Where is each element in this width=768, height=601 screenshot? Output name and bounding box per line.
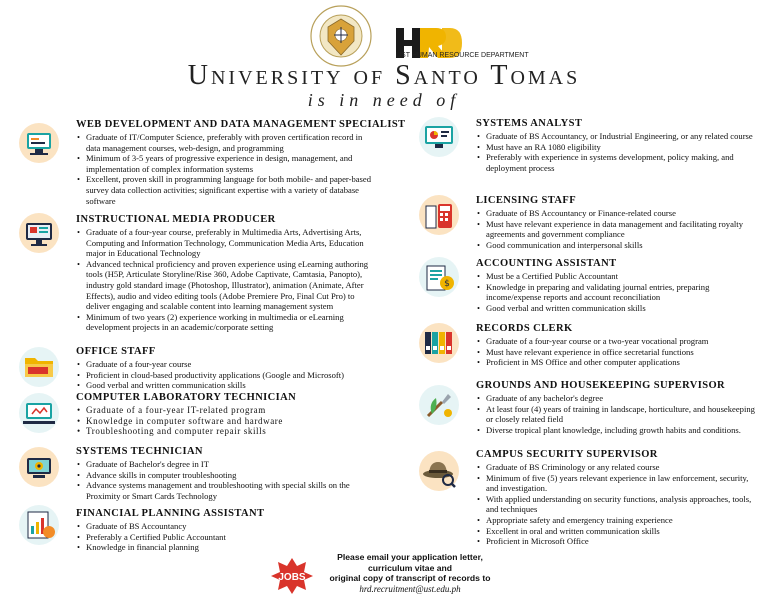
web-development-icon bbox=[18, 122, 60, 164]
job-security-supervisor bbox=[476, 449, 761, 547]
job-accounting-assistant bbox=[476, 258, 761, 313]
requirement: • Graduate of IT/Computer Science, preferably with proven certification record in data management courses, web-design, and programming bbox=[76, 132, 371, 153]
instruction-line: Please email your application letter, bbox=[337, 552, 483, 562]
job-title: INSTRUCTIONAL MEDIA PRODUCER bbox=[76, 214, 276, 225]
job-title: ACCOUNTING ASSISTANT bbox=[476, 258, 617, 269]
gardening-icon bbox=[418, 384, 460, 426]
media-producer-icon bbox=[18, 212, 60, 254]
folder-icon bbox=[18, 346, 60, 388]
job-office-staff bbox=[76, 346, 376, 391]
job-financial-planning bbox=[76, 508, 376, 553]
requirement: • With applied understanding on security functions, analysis approaches, tools, and techniques bbox=[476, 494, 761, 515]
job-systems-technician bbox=[76, 446, 376, 501]
job-title: SYSTEMS TECHNICIAN bbox=[76, 446, 203, 457]
requirement: • Advanced technical proficiency and proven experience using eLearning authoring tools (H5P, Articulate Storyline/Rise 360, Adobe Captivate, Camtasia, Panopto), industry gold standard image (Photoshop, Illustrator), animation (Animate, After Effects), audio and video editing tools (Adobe Premiere Pro, Final Cut Pro) to deliver engaging and scalable content into learning management system bbox=[76, 259, 371, 312]
requirement: • Must have relevant experience in office secretarial functions bbox=[476, 347, 761, 358]
job-records-clerk bbox=[476, 323, 761, 368]
requirement: • Must be a Certified Public Accountant bbox=[476, 271, 761, 282]
job-title: WEB DEVELOPMENT AND DATA MANAGEMENT SPECIALIST bbox=[76, 119, 406, 130]
requirement: • Graduate of Bachelor's degree in IT bbox=[76, 459, 376, 470]
hrd-subtitle: UST HUMAN RESOURCE DEPARTMENT bbox=[396, 52, 529, 59]
requirement: • Graduate of a four-year IT-related program bbox=[76, 405, 376, 416]
requirement: • Graduate of a four-year course or a two-year vocational program bbox=[476, 336, 761, 347]
calculator-icon bbox=[418, 194, 460, 236]
requirement: • Diverse tropical plant knowledge, including growth habits and conditions. bbox=[476, 425, 761, 436]
requirement: • Good communication and interpersonal skills bbox=[476, 240, 761, 251]
binders-icon bbox=[418, 322, 460, 364]
requirement: • Troubleshooting and computer repair skills bbox=[76, 426, 376, 437]
requirement: • Graduate of BS Accountancy, or Industrial Engineering, or any related course bbox=[476, 131, 761, 142]
requirement: • Must have an RA 1080 eligibility bbox=[476, 142, 761, 153]
systems-gear-icon bbox=[18, 446, 60, 488]
requirement: • Excellent in oral and written communication skills bbox=[476, 526, 761, 537]
instruction-line: curriculum vitae and bbox=[367, 562, 453, 573]
detective-hat-icon bbox=[418, 450, 460, 492]
laboratory-computer-icon bbox=[18, 392, 60, 434]
requirement: • Knowledge in computer software and hardware bbox=[76, 416, 376, 427]
accounting-icon bbox=[418, 256, 460, 298]
job-instructional-media bbox=[76, 214, 371, 333]
svg-text:$: $ bbox=[444, 279, 450, 289]
job-title: LICENSING STAFF bbox=[476, 195, 577, 206]
requirement: • Advance skills in computer troubleshooting bbox=[76, 470, 376, 481]
job-lab-technician bbox=[76, 392, 376, 437]
requirement: • Good verbal and written communication skills bbox=[476, 303, 761, 314]
job-grounds-supervisor bbox=[476, 380, 761, 435]
job-title: GROUNDS AND HOUSEKEEPING SUPERVISOR bbox=[476, 380, 726, 391]
financial-chart-icon bbox=[18, 504, 60, 546]
job-licensing-staff bbox=[476, 195, 761, 250]
application-instructions bbox=[300, 552, 520, 594]
requirement: • Knowledge in preparing and validating journal entries, preparing income/expense reports and account reconciliation bbox=[476, 282, 761, 303]
requirement: • Graduate of a four-year course bbox=[76, 359, 376, 370]
job-title: OFFICE STAFF bbox=[76, 346, 156, 357]
instruction-line: original copy of transcript of records to bbox=[329, 573, 491, 583]
requirement: • Preferably a Certified Public Accountant bbox=[76, 532, 376, 543]
ust-seal-icon bbox=[310, 5, 372, 67]
job-title: FINANCIAL PLANNING ASSISTANT bbox=[76, 508, 265, 519]
requirement: • Appropriate safety and emergency training experience bbox=[476, 515, 761, 526]
requirement: • Minimum of 3-5 years of progressive experience in design, management, and implementation of complex information systems bbox=[76, 153, 371, 174]
requirement: • Good verbal and written communication skills bbox=[76, 380, 376, 391]
job-web-development bbox=[76, 119, 406, 206]
requirement: • Must have relevant experience in data management and facilitating royalty agreements and government compliance bbox=[476, 219, 761, 240]
job-title: COMPUTER LABORATORY TECHNICIAN bbox=[76, 392, 297, 403]
requirement: • Proficient in Microsoft Office bbox=[476, 536, 761, 547]
tagline: is in need of bbox=[307, 90, 461, 110]
university-title: University of Santo Tomas bbox=[187, 60, 581, 91]
requirement: • Excellent, proven skill in programming language for both mobile- and paper-based survey data collection activities; significant expertise with a variety of database software bbox=[76, 174, 371, 206]
requirement: • At least four (4) years of training in landscape, horticulture, and housekeeping or closely related field bbox=[476, 404, 761, 425]
recruitment-email[interactable]: hrd.recruitment@ust.edu.ph bbox=[359, 583, 461, 594]
requirement: • Minimum of five (5) years relevant experience in law enforcement, security, and investigation. bbox=[476, 473, 761, 494]
requirement: • Graduate of BS Accountancy bbox=[76, 521, 376, 532]
requirement: • Minimum of two years (2) experience working in multimedia or eLearning development projects in an academic/corporate setting bbox=[76, 312, 371, 333]
requirement: • Graduate of a four-year course, preferably in Multimedia Arts, Advertising Arts, Computing and Information Technology, Communication Media Arts, Education major in Educational Technology bbox=[76, 227, 371, 259]
requirement: • Advance systems management and troubleshooting with special skills on the Proximity or Smart Cards Technology bbox=[76, 480, 376, 501]
job-title: CAMPUS SECURITY SUPERVISOR bbox=[476, 449, 658, 460]
job-title: SYSTEMS ANALYST bbox=[476, 118, 583, 129]
job-title: RECORDS CLERK bbox=[476, 323, 573, 334]
analytics-monitor-icon bbox=[418, 116, 460, 158]
requirement: • Knowledge in financial planning bbox=[76, 542, 376, 553]
requirement: • Proficient in cloud-based productivity applications (Google and Microsoft) bbox=[76, 370, 376, 381]
requirement: • Graduate of BS Criminology or any related course bbox=[476, 462, 761, 473]
svg-text:JOBS: JOBS bbox=[278, 572, 306, 583]
requirement: • Proficient in MS Office and other computer applications bbox=[476, 357, 761, 368]
requirement: • Graduate of any bachelor's degree bbox=[476, 393, 761, 404]
requirement: • Graduate of BS Accountancy or Finance-related course bbox=[476, 208, 761, 219]
job-systems-analyst bbox=[476, 118, 761, 173]
requirement: • Preferably with experience in systems development, policy making, and deployment process bbox=[476, 152, 761, 173]
